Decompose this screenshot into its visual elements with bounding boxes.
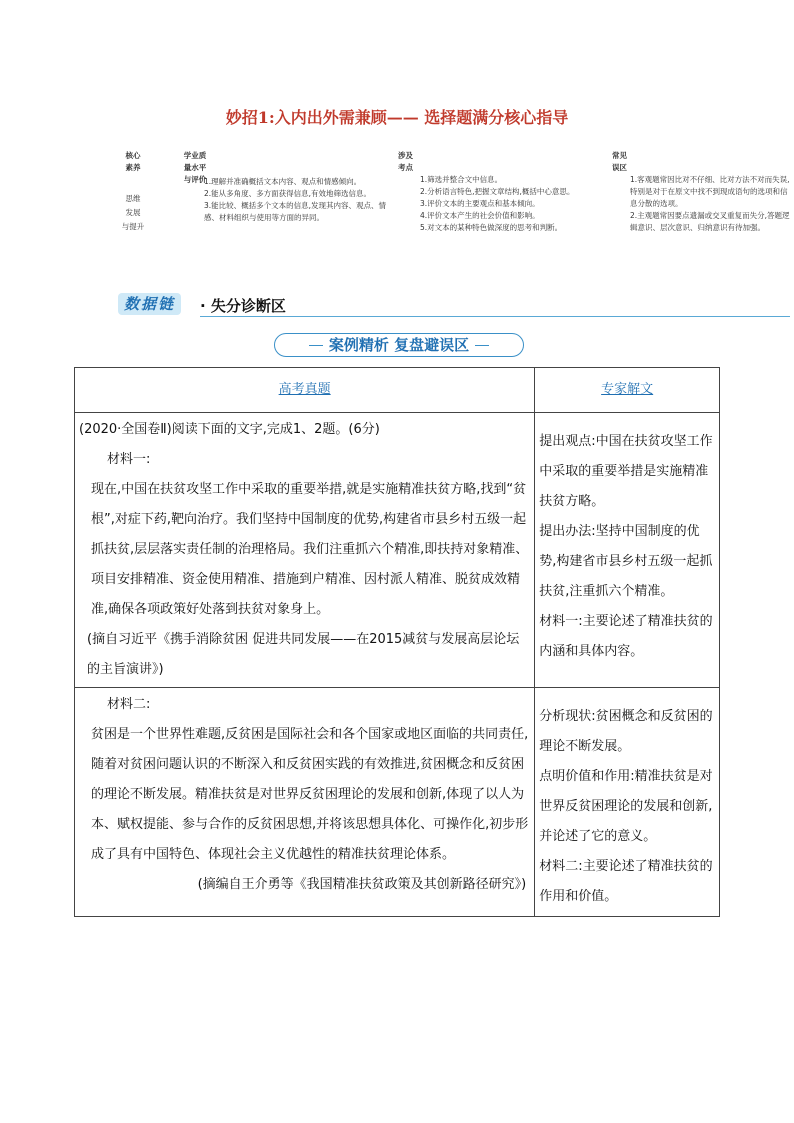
case-study-pill (274, 333, 524, 357)
quality-level-column (176, 150, 391, 224)
test-points-header: 涉及 考点 (398, 151, 413, 172)
material-two-cell (75, 688, 535, 917)
page-title: 妙招1:入内出外需兼顾—— 选择题满分核心指导 (225, 108, 569, 127)
question-intro: (2020·全国卷Ⅱ)阅读下面的文字,完成1、2题。(6分) (79, 422, 380, 437)
header-expert-notes: 专家解文 (535, 368, 720, 413)
core-literacy-body: 思维 发展 与提升 (121, 194, 145, 231)
table-header-row (75, 368, 720, 413)
analysis-table (74, 367, 720, 917)
section-title: · 失分诊断区 (200, 297, 286, 315)
header-exam-text: 高考真题 (75, 368, 535, 413)
pill-dash-right (475, 345, 489, 347)
common-mistakes-column (612, 150, 790, 234)
common-mistakes-header: 常见 误区 (612, 151, 627, 172)
core-literacy-column (118, 150, 148, 234)
material-text: 贫困是一个世界性难题,反贫困是国际社会和各个国家或地区面临的共同责任,随着对贫困问题认识的不断深入和反贫困实践的有效推进,贫困概念和反贫困的理论不断发展。精准扶贫是对世界反贫困理论的发展和创新,体现了以人为本、赋权提能、参与合作的反贫困思想,并将该思想具体化、可操作化,初步形成了具有中国特色、体现社会主义优越性的精准扶贫理论体系。 (91, 727, 529, 862)
expert-note-two: 分析现状:贫困概念和反贫困的理论不断发展。 点明价值和作用:精准扶贫是对世界反贫困理论的发展和创新,并论述了它的意义。 材料二:主要论述了精准扶贫的作用和价值。 (535, 688, 720, 917)
material-label: 材料一: (107, 452, 151, 467)
expert-note-one: 提出观点:中国在扶贫攻坚工作中采取的重要举措是实施精准扶贫方略。 提出办法:坚持中国制度的优势,构建省市县乡村五级一起抓扶贫,注重抓六个精准。 材料一:主要论述了精准扶贫的内涵和具体内容。 (535, 413, 720, 688)
quality-level-body: 1.理解并准确概括文本内容、观点和情感倾向。 2.能从多角度、多方面获得信息,有效地筛选信息。 3.能比较、概括多个文本的信息,发现其内容、观点、情感、材料组织与使用等方面的异同。 (204, 177, 387, 222)
section-logo: 数据链 (118, 293, 181, 315)
material-source: (摘自习近平《携手消除贫困 促进共同发展——在2015减贫与发展高层论坛的主旨演讲》) (87, 632, 520, 677)
table-row (75, 688, 720, 917)
test-points-column (398, 150, 603, 234)
pill-dash-left (309, 345, 323, 347)
core-literacy-header: 核心 素养 (125, 151, 141, 172)
section-banner (118, 293, 790, 317)
quality-level-header: 学业质 量水平 与评价 (183, 151, 207, 184)
case-study-label: 案例精析 复盘避误区 (328, 336, 470, 354)
section-divider (200, 316, 790, 317)
material-source: (摘编自王介勇等《我国精准扶贫政策及其创新路径研究》) (197, 877, 527, 892)
material-text: 现在,中国在扶贫攻坚工作中采取的重要举措,就是实施精准扶贫方略,找到“贫根”,对症下药,靶向治疗。我们坚持中国制度的优势,构建省市县乡村五级一起抓扶贫,层层落实责任制的治理格局。我们注重抓六个精准,即扶持对象精准、项目安排精准、资金使用精准、措施到户精准、因村派人精准、脱贫成效精准,确保各项政策好处落到扶贫对象身上。 (91, 482, 529, 617)
table-row (75, 413, 720, 688)
common-mistakes-body: 1.客观题常因比对不仔细、比对方法不对而失误,特别是对于在原文中找不到现成语句的选项和信息分散的选项。 2.主观题常因要点遗漏或交叉重复而失分,答题逻辑意识、层次意识、归纳意识有待加强。 (630, 175, 790, 232)
material-one-cell (75, 413, 535, 688)
test-points-body: 1.筛选并整合文中信息。 2.分析语言特色,把握文章结构,概括中心意思。 3.评价文本的主要观点和基本倾向。 4.评价文本产生的社会价值和影响。 5.对文本的某种特色做深度的思考和判断。 (420, 175, 575, 232)
material-label: 材料二: (107, 697, 151, 712)
